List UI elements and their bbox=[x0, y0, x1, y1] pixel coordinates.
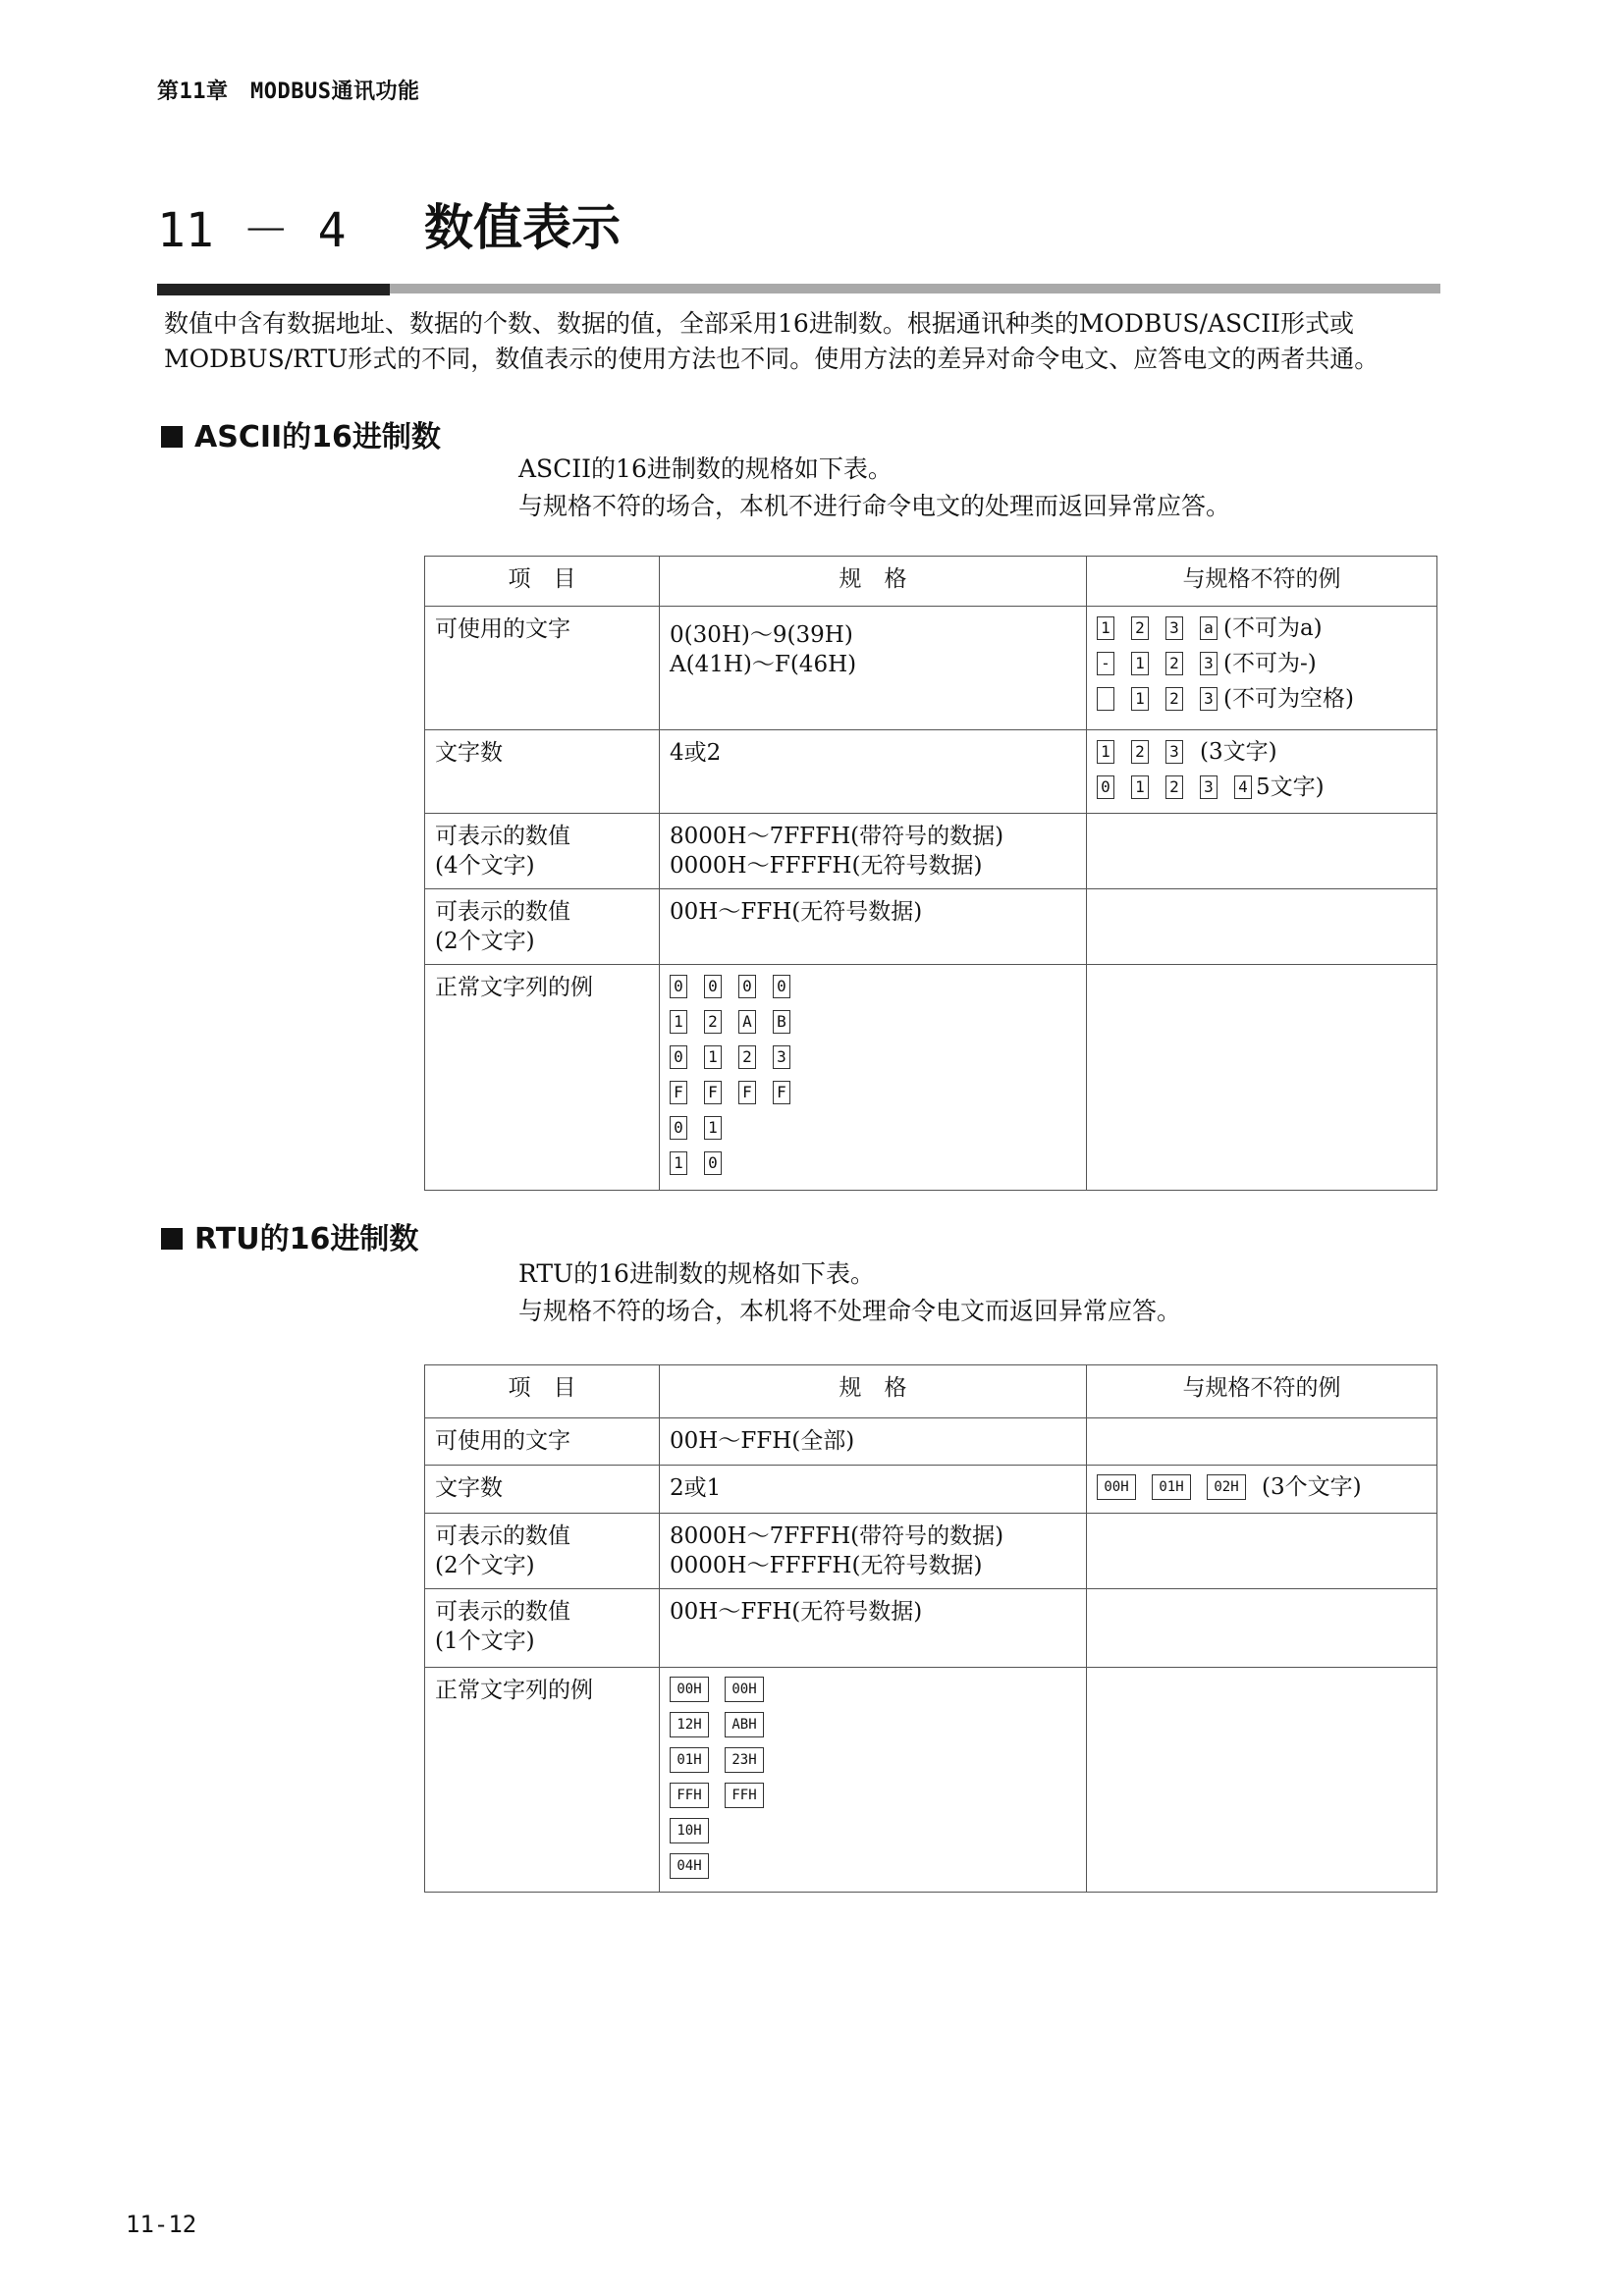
spec-line: 0000H～FFFFH(无符号数据) bbox=[670, 1553, 983, 1578]
row-bad-examples bbox=[1087, 965, 1437, 1191]
item-line: 可表示的数值 bbox=[435, 1599, 570, 1625]
header-bad-example: 与规格不符的例 bbox=[1087, 1365, 1437, 1418]
section-number: 11 － 4 bbox=[157, 203, 347, 258]
rtu-desc-line-1: RTU的16进制数的规格如下表。 bbox=[518, 1259, 875, 1288]
char-box: 12H bbox=[670, 1712, 709, 1737]
bad-example-note: (3文字) bbox=[1200, 739, 1277, 765]
example-seq bbox=[670, 1778, 1076, 1813]
char-box: 1 bbox=[1131, 652, 1149, 675]
char-box: 1 bbox=[1131, 687, 1149, 711]
example-seq bbox=[670, 1004, 1076, 1040]
table-row bbox=[425, 1418, 1437, 1466]
row-bad-examples bbox=[1087, 607, 1437, 730]
rtu-spec-table bbox=[424, 1364, 1437, 1893]
ascii-spec-table bbox=[424, 556, 1437, 1191]
table-row bbox=[425, 1668, 1437, 1893]
row-item: 正常文字列的例 bbox=[425, 965, 660, 1191]
header-item: 项 目 bbox=[425, 1365, 660, 1418]
char-box: 0 bbox=[773, 975, 790, 998]
char-box: 1 bbox=[1131, 775, 1149, 799]
row-spec bbox=[660, 814, 1087, 889]
row-item: 正常文字列的例 bbox=[425, 1668, 660, 1893]
example-seq bbox=[670, 1672, 1076, 1707]
char-box: FFH bbox=[670, 1783, 709, 1808]
item-line: (4个文字) bbox=[435, 853, 535, 879]
table-row bbox=[425, 1514, 1437, 1589]
intro-line-1: 数值中含有数据地址、数据的个数、数据的值，全部采用16进制数。根据通讯种类的MODBUS/ASCII形式或 bbox=[164, 309, 1355, 338]
char-box: 2 bbox=[1165, 687, 1183, 711]
row-examples bbox=[660, 1668, 1087, 1893]
char-box: A bbox=[738, 1010, 756, 1034]
row-bad-examples bbox=[1087, 889, 1437, 965]
spec-line: A(41H)～F(46H) bbox=[670, 652, 857, 677]
example-seq bbox=[670, 1040, 1076, 1075]
char-box: 4 bbox=[1234, 775, 1252, 799]
example-seq bbox=[670, 1075, 1076, 1110]
rtu-heading bbox=[161, 1214, 418, 1257]
spec-line: 0(30H)～9(39H) bbox=[670, 622, 853, 648]
char-box: F bbox=[738, 1081, 756, 1104]
table-header-row bbox=[425, 1365, 1437, 1418]
char-box: 00H bbox=[725, 1677, 764, 1702]
row-spec: 00H～FFH(无符号数据) bbox=[660, 1589, 1087, 1668]
char-box: 02H bbox=[1207, 1474, 1246, 1500]
bad-example-note: (不可为-) bbox=[1223, 651, 1317, 676]
bad-example-seq bbox=[1097, 770, 1427, 805]
char-box: a bbox=[1200, 616, 1218, 640]
char-box: 01H bbox=[1152, 1474, 1191, 1500]
header-spec: 规 格 bbox=[660, 557, 1087, 607]
intro-line-2: MODBUS/RTU形式的不同，数值表示的使用方法也不同。使用方法的差异对命令电文、应答电文的两者共通。 bbox=[164, 345, 1380, 373]
row-item bbox=[425, 1589, 660, 1668]
char-box: 0 bbox=[670, 1116, 687, 1140]
rtu-heading-text: RTU的16进制数 bbox=[194, 1222, 419, 1256]
row-item: 文字数 bbox=[425, 730, 660, 814]
bad-example-seq bbox=[1097, 611, 1427, 646]
char-box: - bbox=[1097, 652, 1114, 675]
row-item: 文字数 bbox=[425, 1466, 660, 1514]
ascii-desc-line-2: 与规格不符的场合，本机不进行命令电文的处理而返回异常应答。 bbox=[518, 492, 1231, 520]
bad-example-note: 5文字) bbox=[1256, 774, 1325, 800]
char-box: 0 bbox=[670, 975, 687, 998]
item-line: 可表示的数值 bbox=[435, 824, 570, 849]
row-bad-examples bbox=[1087, 1514, 1437, 1589]
example-seq bbox=[670, 1707, 1076, 1742]
char-box: 1 bbox=[704, 1045, 722, 1069]
row-bad-examples bbox=[1087, 1589, 1437, 1668]
char-box: B bbox=[773, 1010, 790, 1034]
char-box: FFH bbox=[725, 1783, 764, 1808]
char-box: 3 bbox=[773, 1045, 790, 1069]
item-line: 可表示的数值 bbox=[435, 899, 570, 925]
ascii-description bbox=[518, 451, 1230, 525]
char-box: 0 bbox=[670, 1045, 687, 1069]
item-line: 可表示的数值 bbox=[435, 1523, 570, 1549]
char-box: 1 bbox=[704, 1116, 722, 1140]
row-item: 可使用的文字 bbox=[425, 1418, 660, 1466]
row-bad-examples bbox=[1087, 1668, 1437, 1893]
row-spec: 4或2 bbox=[660, 730, 1087, 814]
chapter-header: 第11章 MODBUS通讯功能 bbox=[157, 80, 420, 104]
char-box: 3 bbox=[1165, 740, 1183, 764]
example-seq bbox=[670, 1146, 1076, 1181]
row-bad-examples bbox=[1087, 1466, 1437, 1514]
bad-example-note: (不可为空格) bbox=[1223, 686, 1354, 712]
spec-line: 8000H～7FFFH(带符号的数据) bbox=[670, 1523, 1004, 1549]
row-spec: 2或1 bbox=[660, 1466, 1087, 1514]
row-spec: 00H～FFH(全部) bbox=[660, 1418, 1087, 1466]
char-box: 1 bbox=[1097, 616, 1114, 640]
char-box: 2 bbox=[738, 1045, 756, 1069]
bad-example-seq bbox=[1097, 734, 1427, 770]
char-box bbox=[1097, 687, 1114, 711]
table-row bbox=[425, 1466, 1437, 1514]
example-seq bbox=[670, 1813, 1076, 1848]
char-box: 2 bbox=[1131, 616, 1149, 640]
bad-example-seq bbox=[1097, 681, 1427, 717]
bad-example-seq bbox=[1097, 646, 1427, 681]
char-box: 0 bbox=[704, 975, 722, 998]
char-box: F bbox=[773, 1081, 790, 1104]
rtu-description bbox=[518, 1255, 1181, 1330]
char-box: 1 bbox=[670, 1151, 687, 1175]
title-rule-light bbox=[390, 284, 1440, 294]
table-row bbox=[425, 1589, 1437, 1668]
char-box: 2 bbox=[1131, 740, 1149, 764]
char-box: 1 bbox=[670, 1010, 687, 1034]
example-seq bbox=[670, 1110, 1076, 1146]
title-rule-dark bbox=[157, 284, 390, 295]
example-seq bbox=[670, 1742, 1076, 1778]
char-box: F bbox=[704, 1081, 722, 1104]
item-line: (2个文字) bbox=[435, 1553, 535, 1578]
char-box: 0 bbox=[1097, 775, 1114, 799]
table-row bbox=[425, 814, 1437, 889]
char-box: 00H bbox=[670, 1677, 709, 1702]
row-item bbox=[425, 889, 660, 965]
row-spec bbox=[660, 607, 1087, 730]
header-bad-example: 与规格不符的例 bbox=[1087, 557, 1437, 607]
char-box: 00H bbox=[1097, 1474, 1136, 1500]
char-box: 2 bbox=[1165, 775, 1183, 799]
bad-example-note: (3个文字) bbox=[1262, 1474, 1362, 1500]
ascii-desc-line-1: ASCII的16进制数的规格如下表。 bbox=[518, 454, 893, 483]
intro-paragraph bbox=[164, 306, 1460, 377]
char-box: 04H bbox=[670, 1853, 709, 1879]
table-row bbox=[425, 607, 1437, 730]
rtu-desc-line-2: 与规格不符的场合，本机将不处理命令电文而返回异常应答。 bbox=[518, 1297, 1182, 1325]
char-box: 2 bbox=[704, 1010, 722, 1034]
ascii-heading-text: ASCII的16进制数 bbox=[194, 420, 441, 454]
row-spec bbox=[660, 1514, 1087, 1589]
row-bad-examples bbox=[1087, 814, 1437, 889]
row-item bbox=[425, 814, 660, 889]
item-line: (2个文字) bbox=[435, 929, 535, 954]
char-box: 0 bbox=[738, 975, 756, 998]
char-box: 10H bbox=[670, 1818, 709, 1843]
char-box: F bbox=[670, 1081, 687, 1104]
table-row bbox=[425, 730, 1437, 814]
ascii-heading bbox=[161, 412, 441, 455]
char-box: 01H bbox=[670, 1747, 709, 1773]
table-row bbox=[425, 965, 1437, 1191]
example-seq bbox=[670, 1848, 1076, 1884]
table-row bbox=[425, 889, 1437, 965]
header-item: 项 目 bbox=[425, 557, 660, 607]
row-bad-examples bbox=[1087, 730, 1437, 814]
row-item bbox=[425, 1514, 660, 1589]
row-spec: 00H～FFH(无符号数据) bbox=[660, 889, 1087, 965]
row-examples bbox=[660, 965, 1087, 1191]
char-box: ABH bbox=[725, 1712, 764, 1737]
char-box: 3 bbox=[1200, 687, 1218, 711]
table-header-row bbox=[425, 557, 1437, 607]
char-box: 23H bbox=[725, 1747, 764, 1773]
row-bad-examples bbox=[1087, 1418, 1437, 1466]
char-box: 3 bbox=[1200, 775, 1218, 799]
page-number: 11-12 bbox=[126, 2211, 197, 2238]
example-seq bbox=[670, 969, 1076, 1004]
row-item: 可使用的文字 bbox=[425, 607, 660, 730]
char-box: 1 bbox=[1097, 740, 1114, 764]
bad-example-note: (不可为a) bbox=[1223, 615, 1323, 641]
spec-line: 0000H～FFFFH(无符号数据) bbox=[670, 853, 983, 879]
square-bullet-icon bbox=[161, 1228, 183, 1250]
section-name: 数值表示 bbox=[424, 199, 621, 256]
bad-example-seq bbox=[1097, 1469, 1427, 1505]
square-bullet-icon bbox=[161, 426, 183, 448]
item-line: (1个文字) bbox=[435, 1629, 535, 1654]
spec-line: 8000H～7FFFH(带符号的数据) bbox=[670, 824, 1004, 849]
header-spec: 规 格 bbox=[660, 1365, 1087, 1418]
char-box: 3 bbox=[1200, 652, 1218, 675]
char-box: 2 bbox=[1165, 652, 1183, 675]
char-box: 3 bbox=[1165, 616, 1183, 640]
char-box: 0 bbox=[704, 1151, 722, 1175]
